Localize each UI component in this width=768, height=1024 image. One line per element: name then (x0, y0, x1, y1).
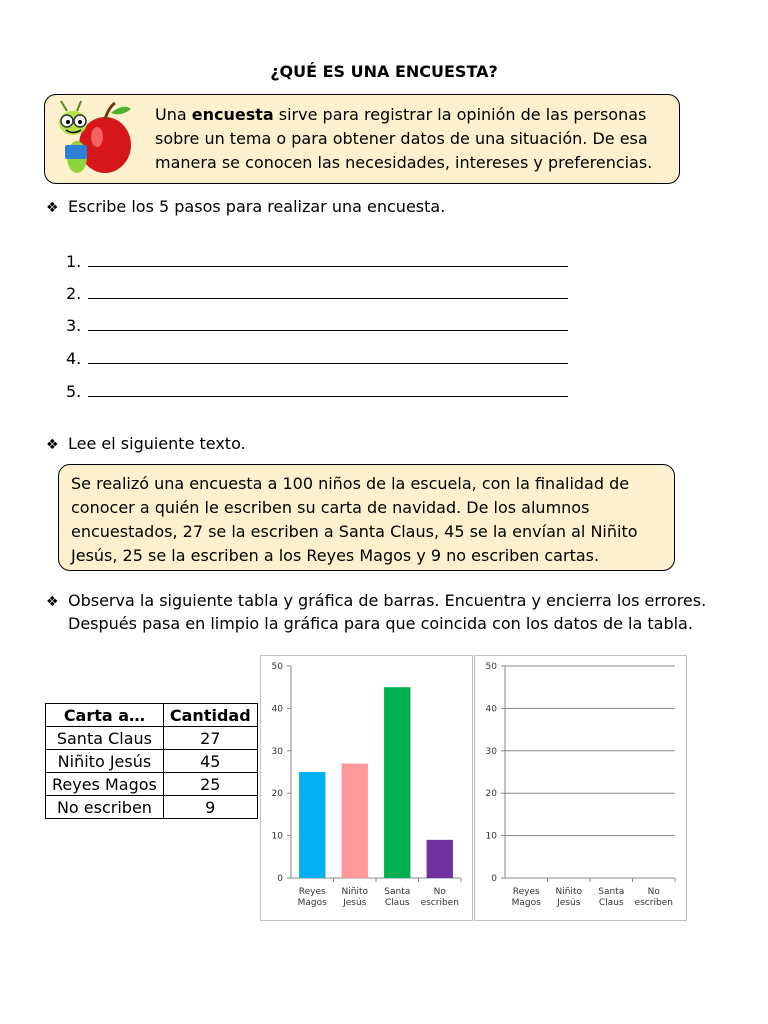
x-tick-label: Santa (384, 887, 411, 897)
y-tick-label: 50 (271, 662, 283, 672)
page-title: ¿QUÉ ES UNA ENCUESTA? (270, 62, 498, 81)
bar (299, 772, 325, 878)
reading-text-box (58, 464, 675, 571)
step-line-3[interactable] (66, 316, 586, 335)
x-tick-label: Reyes (298, 887, 326, 897)
definition-text: Una encuesta sirve para registrar la opinión de las personas sobre un tema o para obtener datos de una situación. De esa manera se conocen las necesidades, intereses y preferencias. (155, 105, 653, 172)
table-cell: Reyes Magos (46, 773, 164, 796)
y-tick-label: 30 (485, 746, 497, 757)
diamond-bullet-icon: ❖ (46, 437, 59, 453)
x-tick-label: Magos (297, 898, 327, 908)
table-cell: Niñito Jesús (46, 750, 164, 773)
table-cell: Santa Claus (46, 727, 164, 750)
bar-chart-svg (261, 656, 472, 920)
answer-blank[interactable] (88, 349, 568, 364)
x-tick-label: Reyes (512, 887, 540, 897)
blank-bar-chart (474, 655, 687, 921)
bar-chart-with-errors (260, 655, 473, 921)
definition-keyword: encuesta (191, 105, 274, 124)
step-line-5[interactable] (66, 382, 586, 401)
x-tick-label: Claus (598, 898, 624, 908)
y-tick-label: 0 (277, 874, 283, 884)
x-tick-label: No (647, 887, 660, 897)
table-header: Cantidad (163, 704, 257, 727)
table-cell: 25 (163, 773, 257, 796)
table-row (46, 796, 258, 819)
y-tick-label: 10 (485, 831, 497, 842)
step-line-1[interactable] (66, 252, 586, 271)
step-number: 2. (66, 284, 82, 303)
instruction-steps: ❖ Escribe los 5 pasos para realizar una encuesta. (46, 197, 446, 216)
y-tick-label: 40 (485, 704, 497, 715)
step-line-4[interactable] (66, 349, 586, 368)
answer-blank[interactable] (88, 252, 568, 267)
table-row (46, 750, 258, 773)
step-number: 4. (66, 349, 82, 368)
table-cell: No escriben (46, 796, 164, 819)
table-row (46, 773, 258, 796)
y-tick-label: 20 (271, 789, 283, 800)
table-cell: 27 (163, 727, 257, 750)
diamond-bullet-icon: ❖ (46, 200, 59, 216)
data-table (45, 703, 258, 819)
instruction-read: ❖ Lee el siguiente texto. (46, 434, 246, 453)
x-tick-label: Niñito (341, 887, 368, 897)
y-tick-label: 40 (271, 704, 283, 715)
instruction-observe: ❖ Observa la siguiente tabla y gráfica de barras. Encuentra y encierra los errores. Después pasa en limpio la gráfica para que coincida con los datos de la tabla. (46, 591, 707, 633)
x-tick-label: escriben (634, 898, 673, 908)
y-tick-label: 10 (271, 831, 283, 842)
x-tick-label: No (433, 887, 446, 897)
worm-apple-illustration (53, 99, 141, 179)
reading-text: Se realizó una encuesta a 100 niños de la escuela, con la finalidad de conocer a quién le escriben su carta de navidad. De los alumnos encuestados, 27 se la escriben a Santa Claus, 45 se la envían al Niñito Jesús, 25 se la escriben a los Reyes Magos y 9 no escriben cartas. (71, 474, 638, 565)
bar (427, 840, 453, 878)
x-tick-label: Niñito (555, 887, 582, 897)
answer-blank[interactable] (88, 382, 568, 397)
table-cell: 9 (163, 796, 257, 819)
x-tick-label: Magos (511, 898, 541, 908)
step-number: 1. (66, 252, 82, 271)
x-tick-label: Jesús (557, 898, 581, 908)
answer-blank[interactable] (88, 284, 568, 299)
bar (342, 764, 368, 878)
bar (384, 687, 410, 878)
diamond-bullet-icon: ❖ (46, 594, 59, 610)
table-header: Carta a… (46, 704, 164, 727)
x-tick-label: escriben (420, 898, 459, 908)
answer-blank[interactable] (88, 316, 568, 331)
step-number: 3. (66, 316, 82, 335)
definition-box (44, 94, 680, 184)
step-number: 5. (66, 382, 82, 401)
blank-chart-svg (475, 656, 686, 920)
x-tick-label: Claus (384, 898, 410, 908)
x-tick-label: Jesús (343, 898, 367, 908)
table-cell: 45 (163, 750, 257, 773)
y-tick-label: 30 (271, 746, 283, 757)
y-tick-label: 50 (485, 662, 497, 672)
y-tick-label: 0 (491, 874, 497, 884)
table-row (46, 727, 258, 750)
x-tick-label: Santa (598, 887, 625, 897)
y-tick-label: 20 (485, 789, 497, 800)
step-line-2[interactable] (66, 284, 586, 303)
